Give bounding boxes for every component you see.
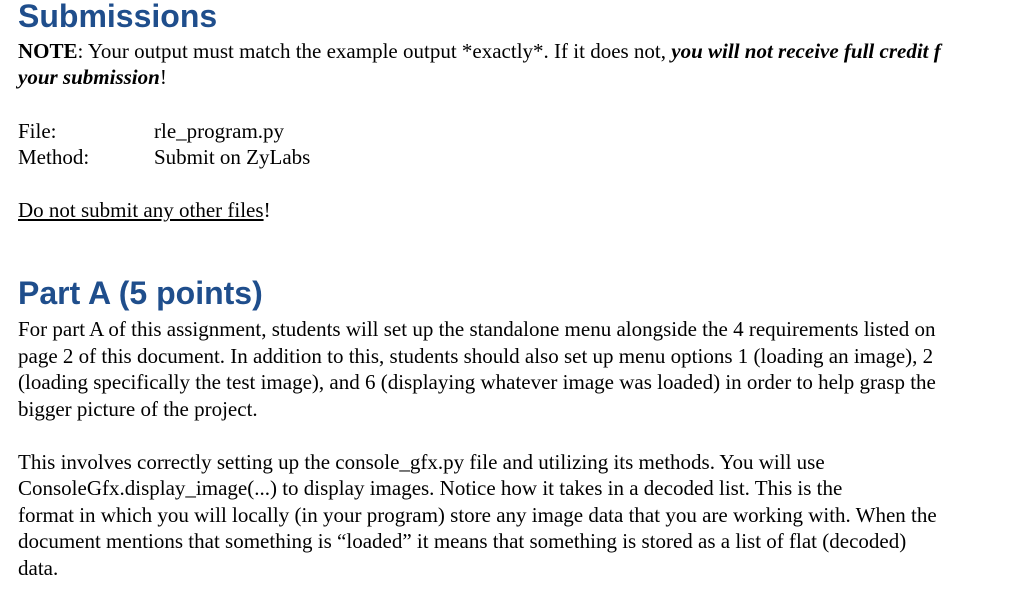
submit-warning <box>18 197 271 224</box>
console-gfx-paragraph-line: data. <box>18 556 59 580</box>
note-emphasis-2: your submission <box>18 65 160 89</box>
warning-end: ! <box>263 198 271 222</box>
warning-underlined: Do not submit any other files <box>18 198 264 222</box>
file-row <box>18 118 284 144</box>
console-gfx-paragraph-line: This involves correctly setting up the console_gfx.py file and utilizing its methods. You will use <box>18 450 825 474</box>
method-row <box>18 144 310 170</box>
method-label: Method: <box>18 145 90 169</box>
note-line-2 <box>18 64 167 91</box>
file-label: File: <box>18 119 57 143</box>
console-gfx-paragraph-line: ConsoleGfx.display_image(...) to display images. Notice how it takes in a decoded list. This is the <box>18 476 843 500</box>
method-value: Submit on ZyLabs <box>154 145 311 169</box>
note-end: ! <box>159 65 167 89</box>
note-emphasis-1: you will not receive full credit f <box>671 39 941 63</box>
part-a-paragraph-line: (loading specifically the test image), and 6 (displaying whatever image was loaded) in order to help grasp the <box>18 370 936 394</box>
part-a-paragraph-line: For part A of this assignment, students will set up the standalone menu alongside the 4 requirements listed on <box>18 317 936 341</box>
file-value: rle_program.py <box>154 119 285 143</box>
note-label: NOTE <box>18 39 78 63</box>
note-line-1 <box>18 38 941 65</box>
console-gfx-paragraph-line: format in which you will locally (in your program) store any image data that you are working with. When the <box>18 503 937 527</box>
part-a-heading: Part A (5 points) <box>18 275 263 311</box>
part-a-paragraph-line: bigger picture of the project. <box>18 397 258 421</box>
submissions-heading: Submissions <box>18 0 218 34</box>
part-a-paragraph-line: page 2 of this document. In addition to this, students should also set up menu options 1 (loading an image), 2 <box>18 344 934 368</box>
console-gfx-paragraph-line: document mentions that something is “loaded” it means that something is stored as a list of flat (decoded) <box>18 529 907 553</box>
note-text: : Your output must match the example output *exactly*. If it does not, <box>77 39 672 63</box>
